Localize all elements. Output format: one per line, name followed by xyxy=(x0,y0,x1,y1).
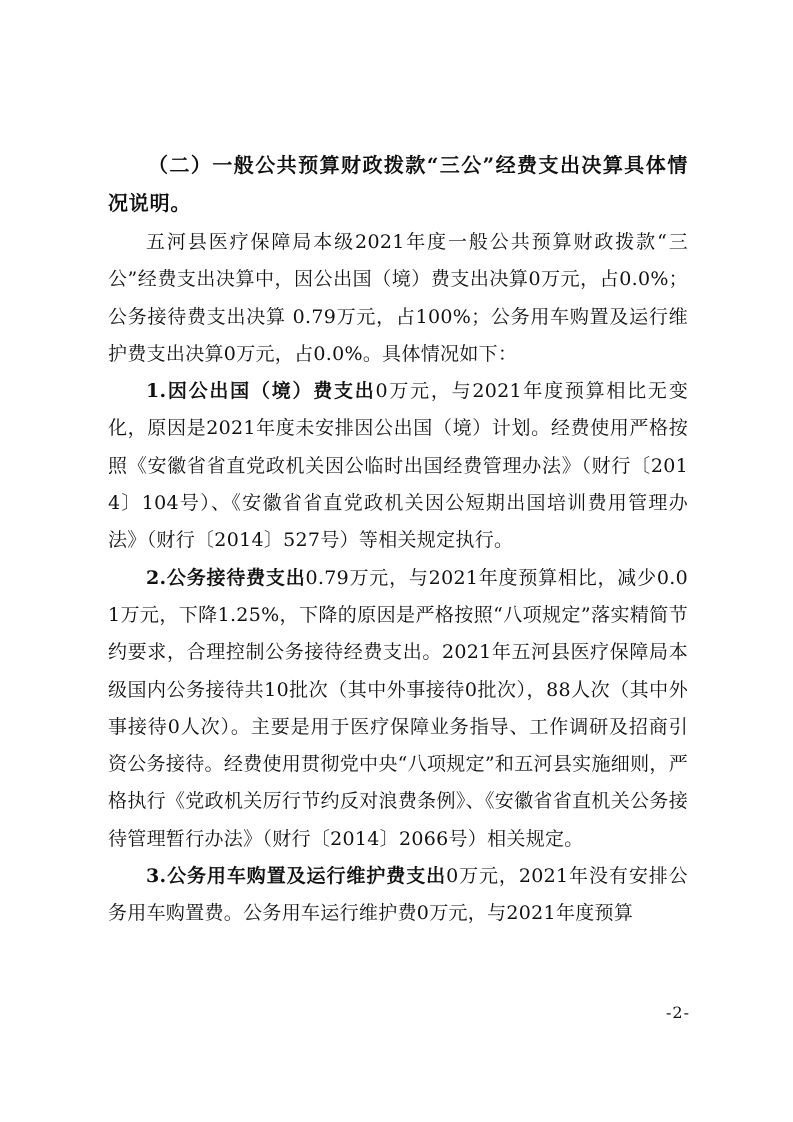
item-paragraph-overseas xyxy=(108,373,688,559)
section-heading: （二）一般公共预算财政拨款“三公”经费支出决算具体情况说明。 xyxy=(108,153,688,215)
item-paragraph-vehicle xyxy=(108,858,688,933)
item-lead-reception: 2.公务接待费支出 xyxy=(146,566,306,589)
item-paragraph-reception xyxy=(108,560,688,858)
document-body xyxy=(108,146,688,933)
item-text-overseas: 0万元，与2021年度预算相比无变化，原因是2021年度未安排因公出国（境）计划。经费使用严格按照《安徽省省直党政机关因公临时出国经费管理办法》（财行〔2014〕104号）、《安徽省省直党政机关因公短期出国培训费用管理办法》（财行〔2014〕527号）等相关规定执行。 xyxy=(108,380,688,552)
item-text-reception: 0.79万元，与2021年度预算相比，减少0.01万元，下降1.25%，下降的原因是严格按照“八项规定”落实精简节约要求，合理控制公务接待经费支出。2021年五河县医疗保障局本级国内公务接待共10批次（其中外事接待0批次），88人次（其中外事接待0人次）。主要是用于医疗保障业务指导、工作调研及招商引资公务接待。经费使用贯彻党中央“八项规定”和五河县实施细则，严格执行《党政机关厉行节约反对浪费条例》、《安徽省省直机关公务接待管理暂行办法》（财行〔2014〕2066号）相关规定。 xyxy=(108,566,688,850)
item-text-vehicle: 0万元，2021年没有安排公务用车购置费。公务用车运行维护费0万元，与2021年度预算 xyxy=(108,865,688,925)
item-lead-vehicle: 3.公务用车购置及运行维护费支出 xyxy=(146,865,447,888)
summary-paragraph: 五河县医疗保障局本级2021年度一般公共预算财政拨款“三公”经费支出决算中，因公出国（境）费支出决算0万元，占0.0%；公务接待费支出决算 0.79万元，占100%；公务用车购置及运行维护费支出决算0万元，占0.0%。具体情况如下： xyxy=(108,231,688,365)
item-lead-overseas: 1.因公出国（境）费支出 xyxy=(146,380,376,403)
page-number: -2- xyxy=(666,1003,690,1022)
